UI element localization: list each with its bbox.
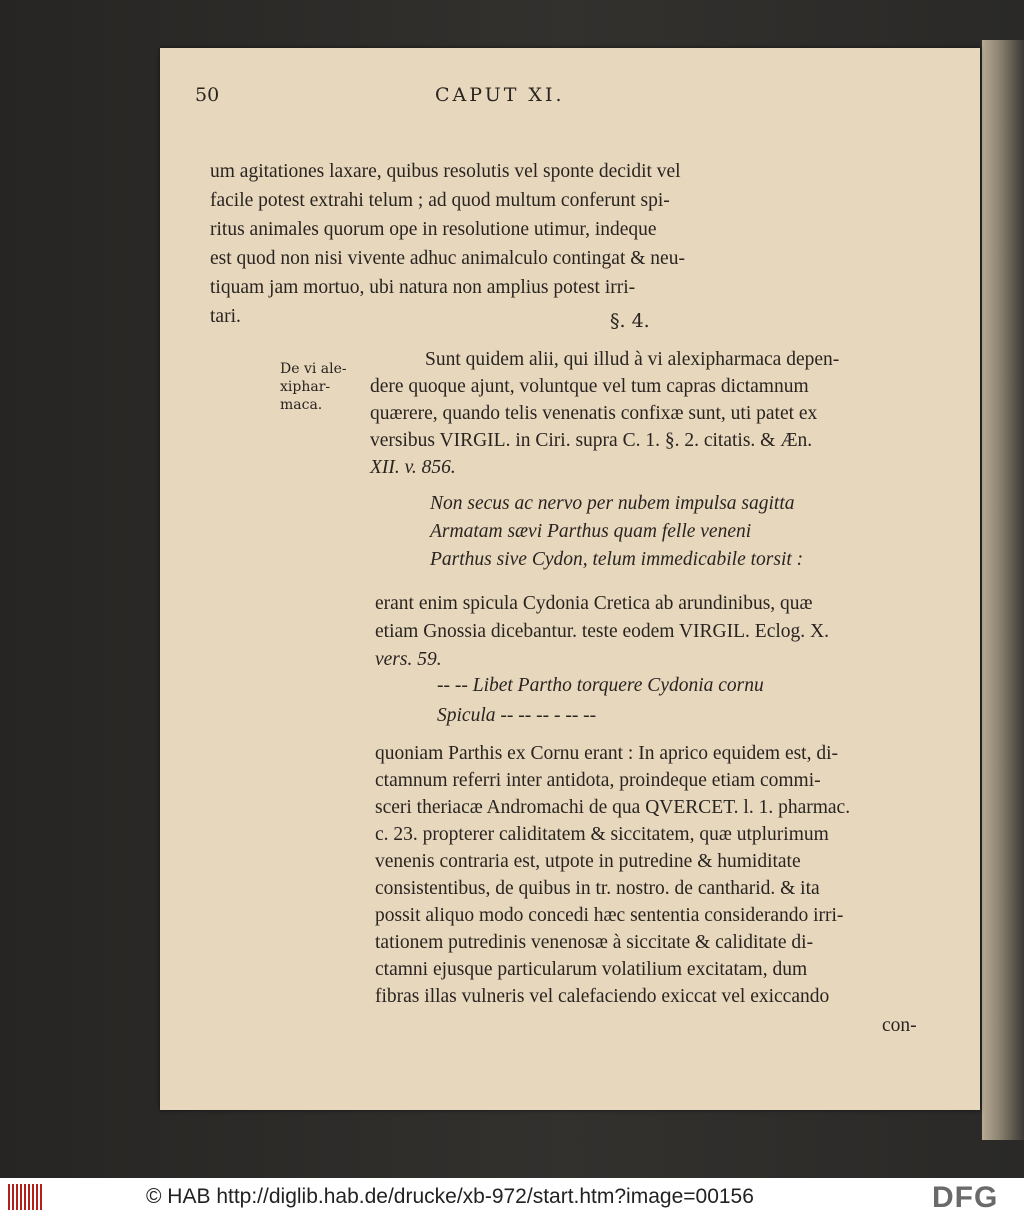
adjacent-page-edge bbox=[982, 40, 1024, 1140]
margin-note-line: De vi ale- bbox=[280, 361, 347, 377]
text-line: consistentibus, de quibus in tr. nostro. de cantharid. & ita bbox=[375, 878, 820, 899]
text-line: possit aliquo modo concedi hæc sententia considerando irri- bbox=[375, 905, 844, 926]
footer-bar bbox=[0, 1178, 1024, 1216]
text-line: fibras illas vulneris vel calefaciendo exiccat vel exiccando bbox=[375, 986, 830, 1007]
text-line: tari. bbox=[210, 306, 241, 327]
dfg-logo: DFG bbox=[932, 1181, 999, 1214]
text-line: etiam Gnossia dicebantur. teste eodem VIRGIL. Eclog. X. bbox=[375, 621, 829, 642]
text-line: c. 23. propterer caliditatem & siccitatem, quæ utplurimum bbox=[375, 824, 829, 845]
text-line: tationem putredinis venenosæ à siccitate & caliditate di- bbox=[375, 932, 814, 953]
hab-logo-icon bbox=[6, 1182, 46, 1212]
margin-note-line: xiphar- bbox=[280, 379, 331, 395]
text-line: tiquam jam mortuo, ubi natura non amplius potest irri- bbox=[210, 277, 636, 298]
copyright-url[interactable]: © HAB http://diglib.hab.de/drucke/xb-972/start.htm?image=00156 bbox=[146, 1185, 754, 1208]
text-line: sceri theriacæ Andromachi de qua QVERCET. l. 1. pharmac. bbox=[375, 797, 851, 818]
text-line: um agitationes laxare, quibus resolutis vel sponte decidit vel bbox=[210, 161, 681, 182]
text-line: ritus animales quorum ope in resolutione utimur, indeque bbox=[210, 219, 657, 240]
text-line: ctamni ejusque particularum volatilium excitatam, dum bbox=[375, 959, 808, 980]
margin-note-line: maca. bbox=[280, 397, 323, 413]
verse-line: -- -- Libet Partho torquere Cydonia cornu bbox=[437, 675, 764, 696]
catchword: con- bbox=[882, 1015, 917, 1036]
verse-line: Parthus sive Cydon, telum immedicabile torsit : bbox=[430, 549, 804, 570]
text-line: erant enim spicula Cydonia Cretica ab arundinibus, quæ bbox=[375, 593, 813, 614]
section-mark: §. 4. bbox=[610, 310, 650, 332]
text-line: versibus VIRGIL. in Ciri. supra C. 1. §. 2. citatis. & Æn. bbox=[370, 430, 813, 451]
verse-line: Spicula -- -- -- - -- -- bbox=[437, 705, 597, 726]
text-line: dere quoque ajunt, voluntque vel tum capras dictamnum bbox=[370, 376, 809, 397]
text-line: facile potest extrahi telum ; ad quod multum conferunt spi- bbox=[210, 190, 670, 211]
text-line: est quod non nisi vivente adhuc animalculo contingat & neu- bbox=[210, 248, 685, 269]
verse-line: Non secus ac nervo per nubem impulsa sagitta bbox=[430, 493, 795, 514]
text-line: venenis contraria est, utpote in putredine & humiditate bbox=[375, 851, 801, 872]
text-line: quoniam Parthis ex Cornu erant : In aprico equidem est, di- bbox=[375, 743, 839, 764]
text-line: quærere, quando telis venenatis confixæ sunt, uti patet ex bbox=[370, 403, 818, 424]
text-line: Sunt quidem alii, qui illud à vi alexipharmaca depen- bbox=[425, 349, 840, 370]
chapter-title: CAPUT XI. bbox=[435, 84, 565, 106]
text-line: ctamnum referri inter antidota, proindeque etiam commi- bbox=[375, 770, 821, 791]
margin-note bbox=[280, 360, 360, 414]
text-line: XII. v. 856. bbox=[370, 457, 456, 478]
text-line: vers. 59. bbox=[375, 649, 442, 670]
verse-line: Armatam sævi Parthus quam felle veneni bbox=[430, 521, 752, 542]
page-number: 50 bbox=[195, 84, 220, 106]
